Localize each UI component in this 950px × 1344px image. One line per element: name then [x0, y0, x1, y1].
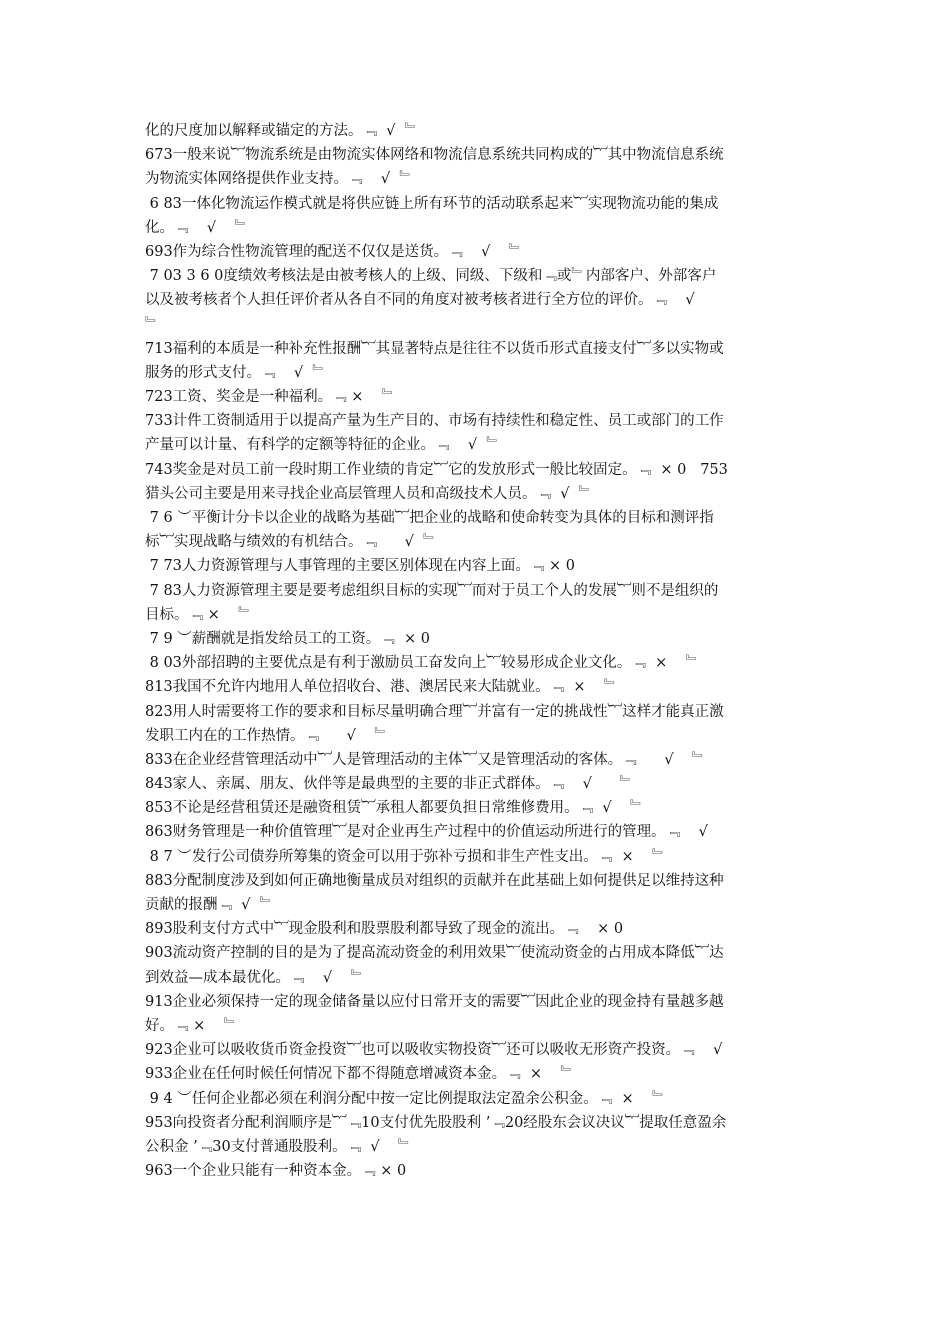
text-line: 843家人、亲属、朋友、伙伴等是最典型的主要的非正式群体。﹃ √ ﹄	[145, 776, 635, 793]
text-line: 713福利的本质是一种补充性报酬︸其显著特点是往往不以货币形式直接支付︸多以实物或	[145, 340, 724, 357]
text-line: 8 03外部招聘的主要优点是有利于激励员工奋发向上︸较易形成企业文化。﹃ × ﹄	[145, 655, 701, 672]
text-line: 823用人时需要将工作的要求和目标尽量明确合理︸并富有一定的挑战性︸这样才能真正激	[145, 703, 724, 720]
text-line: 服务的形式支付。﹃ √ ﹄	[145, 364, 327, 381]
text-line: 发职工内在的工作热情。﹃ √ ﹄	[145, 727, 389, 744]
text-line: 673一般来说︸物流系统是由物流实体网络和物流信息系统共同构成的︸其中物流信息系统	[145, 147, 724, 164]
text-line: 883分配制度涉及到如何正确地衡量成员对组织的贡献并在此基础上如何提供足以维持这种	[145, 872, 724, 889]
text-line: 好。﹃ × ﹄	[145, 1017, 239, 1034]
text-line: 963一个企业只能有一种资本金。﹃ × 0	[145, 1163, 407, 1180]
document-body	[145, 119, 807, 1183]
text-line: 893股利支付方式中︸现金股利和股票股利都导致了现金的流出。﹃ × 0	[145, 921, 624, 938]
text-line: 743奖金是对员工前一段时期工作业绩的肯定︸它的发放形式一般比较固定。﹃ × 0 753	[145, 461, 728, 478]
text-line: 6 83一体化物流运作模式就是将供应链上所有环节的活动联系起来︸实现物流功能的集成	[145, 195, 719, 212]
text-line: 到效益—成本最优化。﹃ √ ﹄	[145, 969, 366, 986]
text-line: 公积金 ’﹃30支付普通股股利。﹃ √ ﹄	[145, 1138, 413, 1155]
text-line: 953向投资者分配利润顺序是︸﹃10支付优先股股利 ’﹃20经股东会议决议︸提取任意盈余	[145, 1114, 727, 1131]
text-line: 853不论是经营租赁还是融资租赁︸承租人都要负担日常维修费用。﹃ √ ﹄	[145, 800, 645, 817]
text-line: 标︸实现战略与绩效的有机结合。﹃ √ ﹄	[145, 534, 438, 551]
text-line: 693作为综合性物流管理的配送不仅仅是送货。﹃ √ ﹄	[145, 243, 524, 260]
text-line: ﹄	[145, 316, 160, 333]
text-line: 903流动资产控制的目的是为了提高流动资金的利用效果︸使流动资金的占用成本降低︸达	[145, 945, 724, 962]
text-line: 产量可以计量、有科学的定额等特征的企业。﹃ √ ﹄	[145, 437, 501, 454]
text-line: 7 03 3 6 0度绩效考核法是由被考核人的上级、同级、下级和﹃或﹄内部客户、外部客户	[145, 268, 717, 285]
text-line: 833在企业经营管理活动中︸人是管理活动的主体︸又是管理活动的客体。﹃ √ ﹄	[145, 751, 707, 768]
text-line: 以及被考核者个人担任评价者从各自不同的角度对被考核者进行全方位的评价。﹃ √	[145, 292, 695, 309]
text-line: 733计件工资制适用于以提高产量为生产目的、市场有持续性和稳定性、员工或部门的工作	[145, 413, 724, 430]
text-line: 化。﹃ √ ﹄	[145, 219, 250, 236]
text-line: 923企业可以吸收货币资金投资︸也可以吸收实物投资︸还可以吸收无形资产投资。﹃ √	[145, 1042, 723, 1059]
text-line: 723工资、奖金是一种福利。﹃ × ﹄	[145, 389, 397, 406]
text-line: 化的尺度加以解释或锚定的方法。﹃ √ ﹄	[145, 123, 420, 139]
text-line: 933企业在任何时候任何情况下都不得随意增减资本金。﹃ × ﹄	[145, 1066, 575, 1083]
text-line: 8 7 ︶发行公司债券所筹集的资金可以用于弥补亏损和非生产性支出。﹃ × ﹄	[145, 848, 667, 865]
text-line: 7 9 ︶薪酬就是指发给员工的工资。﹃ × 0	[145, 630, 430, 647]
text-line: 7 83人力资源管理主要是要考虑组织目标的实现︸而对于员工个人的发展︸则不是组织的	[145, 582, 719, 599]
text-line: 863财务管理是一种价值管理︸是对企业再生产过程中的价值运动所进行的管理。﹃ √	[145, 824, 708, 841]
text-line: 猎头公司主要是用来寻找企业高层管理人员和高级技术人员。﹃ √ ﹄	[145, 485, 594, 502]
text-line: 9 4 ︶任何企业都必须在利润分配中按一定比例提取法定盈余公积金。﹃ × ﹄	[145, 1090, 667, 1107]
text-line: 7 73人力资源管理与人事管理的主要区别体现在内容上面。﹃ × 0	[145, 558, 575, 575]
text-line: 目标。﹃ × ﹄	[145, 606, 253, 623]
text-line: 813我国不允许内地用人单位招收台、港、澳居民来大陆就业。﹃ × ﹄	[145, 679, 619, 696]
text-line: 913企业必须保持一定的现金储备量以应付日常开支的需要︸因此企业的现金持有量越多越	[145, 993, 724, 1010]
text-line: 7 6 ︶平衡计分卡以企业的战略为基础︸把企业的战略和使命转变为具体的目标和测评指	[145, 510, 714, 526]
text-line: 为物流实体网络提供作业支持。﹃ √ ﹄	[145, 171, 414, 188]
text-line: 贡献的报酬﹃ √ ﹄	[145, 897, 275, 913]
